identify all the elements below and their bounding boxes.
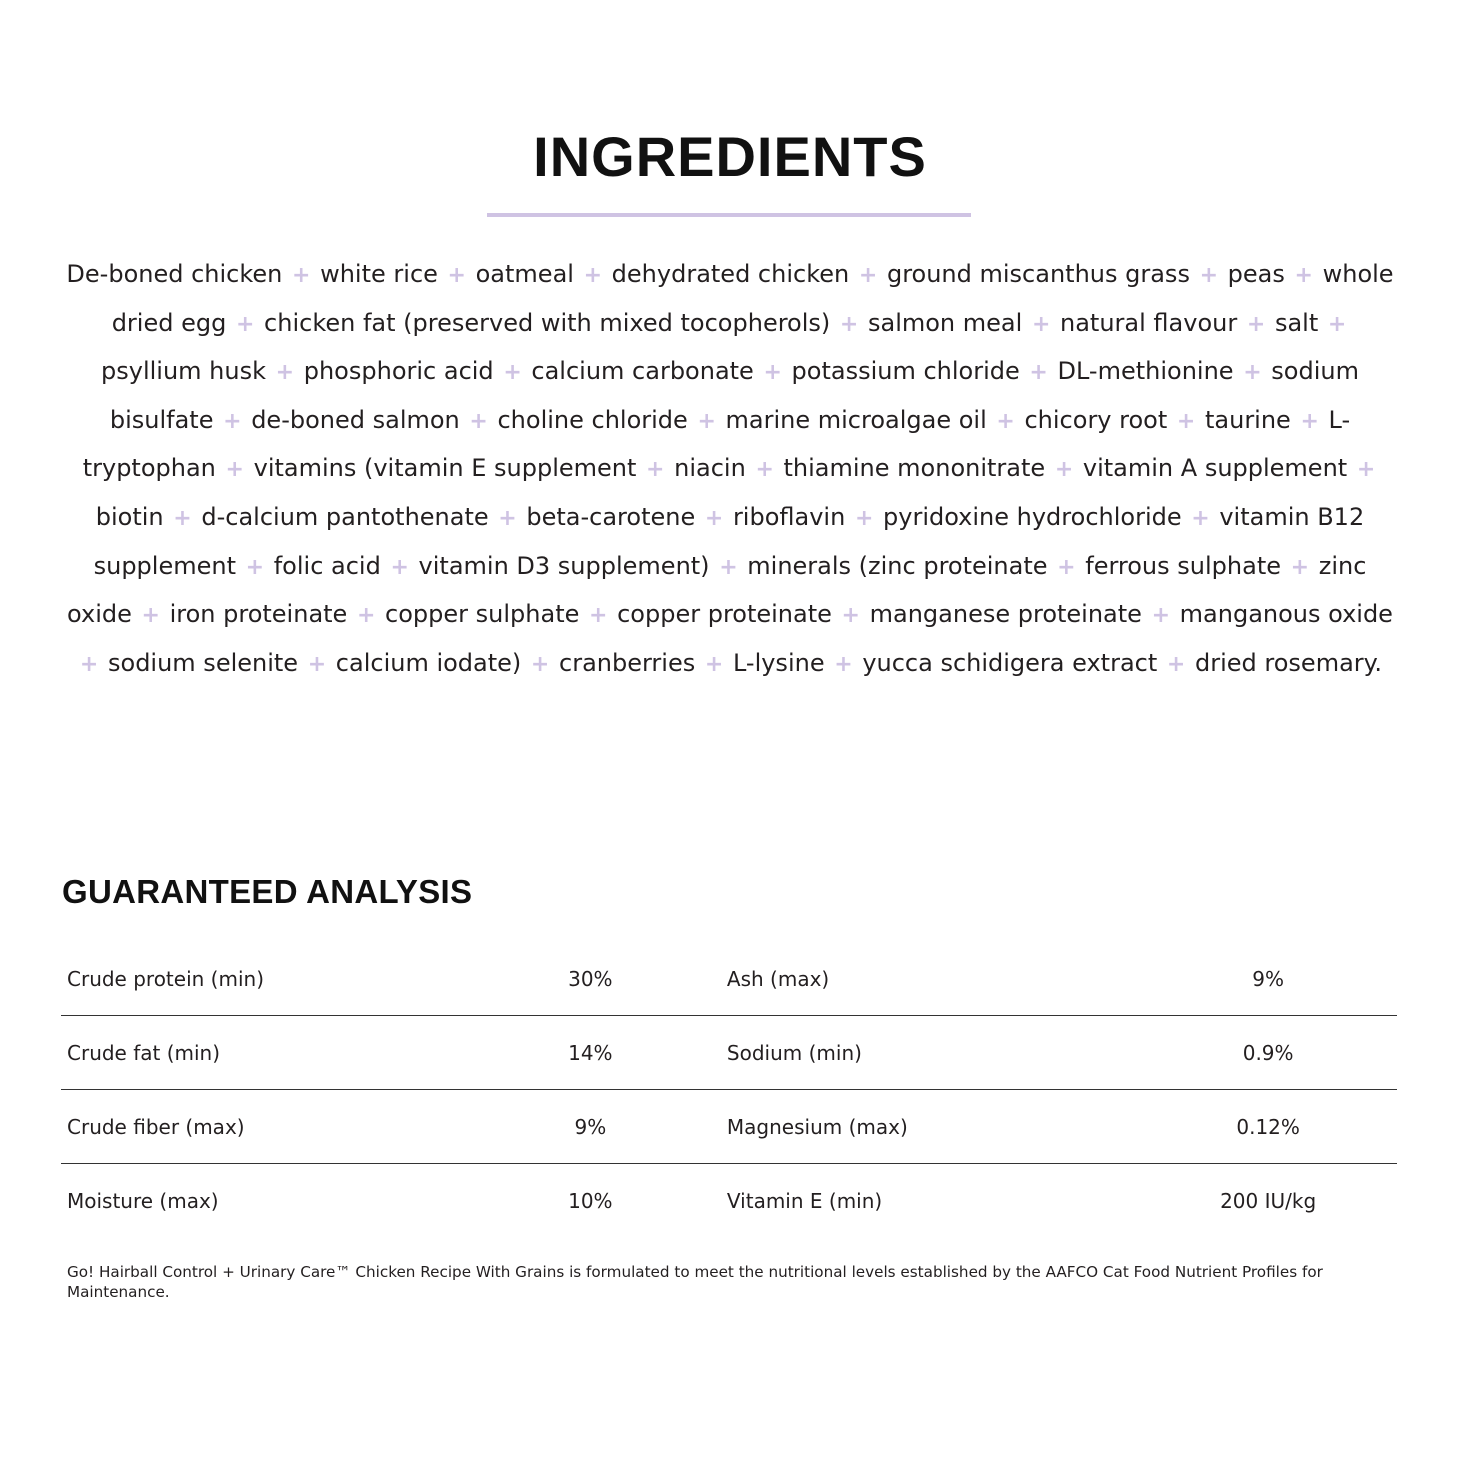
plus-separator-icon: + xyxy=(356,603,376,629)
ingredient-item: de-boned salmon xyxy=(251,405,460,434)
plus-separator-icon: + xyxy=(498,505,517,531)
nutrient-value: 9% xyxy=(1252,966,1284,991)
plus-separator-icon: + xyxy=(1029,360,1048,386)
ingredient-item: chicory root xyxy=(1024,405,1168,434)
ingredient-item: dehydrated chicken xyxy=(611,260,850,288)
plus-separator-icon: + xyxy=(858,263,878,288)
ingredient-item: d-calcium pantothenate xyxy=(201,502,489,531)
nutrient-label: Vitamin E (min) xyxy=(726,1188,883,1213)
ingredient-item: taurine xyxy=(1204,405,1291,434)
ingredient-item: oatmeal xyxy=(475,260,574,288)
plus-separator-icon: + xyxy=(275,360,295,386)
plus-separator-icon: + xyxy=(225,457,244,483)
ingredient-item: biotin xyxy=(95,502,164,531)
plus-separator-icon: + xyxy=(589,603,608,629)
title-underline xyxy=(487,213,971,217)
nutrient-value: 200 IU/kg xyxy=(1220,1188,1317,1213)
ingredient-item: sodium selenite xyxy=(108,648,299,677)
plus-separator-icon: + xyxy=(719,554,738,580)
plus-separator-icon: + xyxy=(390,554,409,580)
plus-separator-icon: + xyxy=(503,360,522,386)
plus-separator-icon: + xyxy=(996,408,1015,434)
ingredient-item: chicken fat (preserved with mixed tocopherols) xyxy=(264,308,831,337)
plus-separator-icon: + xyxy=(704,505,724,531)
plus-separator-icon: + xyxy=(1054,457,1074,483)
analysis-row xyxy=(61,1164,1397,1238)
plus-separator-icon: + xyxy=(141,603,160,629)
ingredient-item: calcium carbonate xyxy=(531,357,754,386)
ingredient-item: DL-methionine xyxy=(1057,357,1234,386)
nutrient-value: 14% xyxy=(568,1040,613,1065)
ingredient-item: white rice xyxy=(320,260,438,288)
ingredient-item: pyridoxine hydrochloride xyxy=(883,502,1182,531)
plus-separator-icon: + xyxy=(530,651,550,677)
nutrient-label: Crude fiber (max) xyxy=(67,1114,245,1139)
ingredient-item: ground miscanthus grass xyxy=(886,260,1190,288)
plus-separator-icon: + xyxy=(854,505,874,531)
ingredient-item: natural flavour xyxy=(1060,308,1238,337)
ingredient-item: potassium chloride xyxy=(791,357,1020,386)
plus-separator-icon: + xyxy=(834,651,853,677)
ingredient-item: sodium bisulfate xyxy=(109,357,1359,434)
nutrient-label: Moisture (max) xyxy=(67,1188,219,1213)
nutrient-value: 10% xyxy=(568,1188,613,1213)
ingredient-item: minerals (zinc proteinate xyxy=(747,551,1048,580)
ingredient-list xyxy=(62,251,1398,688)
ingredient-item: psyllium husk xyxy=(101,357,267,386)
plus-separator-icon: + xyxy=(1166,651,1186,677)
plus-separator-icon: + xyxy=(79,651,99,677)
guaranteed-analysis-title: GUARANTEED ANALYSIS xyxy=(62,873,473,910)
nutrient-label: Crude fat (min) xyxy=(67,1040,221,1065)
ingredient-item: vitamin D3 supplement) xyxy=(418,551,710,580)
plus-separator-icon: + xyxy=(1176,408,1196,434)
plus-separator-icon: + xyxy=(755,457,774,483)
ingredient-item: thiamine mononitrate xyxy=(783,454,1046,483)
analysis-row xyxy=(61,942,1397,1016)
ingredient-item: phosphoric acid xyxy=(303,357,494,386)
plus-separator-icon: + xyxy=(469,408,488,434)
ingredient-item: choline chloride xyxy=(497,405,688,434)
ingredient-item: yucca schidigera extract xyxy=(862,648,1158,677)
plus-separator-icon: + xyxy=(1294,263,1313,288)
nutrient-value: 0.9% xyxy=(1242,1040,1294,1065)
plus-separator-icon: + xyxy=(1243,360,1262,386)
plus-separator-icon: + xyxy=(173,505,192,531)
ingredient-item: niacin xyxy=(674,454,746,483)
nutrient-value: 9% xyxy=(574,1114,607,1139)
plus-separator-icon: + xyxy=(245,554,265,580)
ingredient-item: calcium iodate) xyxy=(335,648,522,677)
plus-separator-icon: + xyxy=(763,360,782,386)
ingredient-item: ferrous sulphate xyxy=(1085,551,1281,580)
ingredient-item: riboflavin xyxy=(732,502,846,531)
analysis-row xyxy=(61,1090,1397,1164)
ingredients-title: INGREDIENTS xyxy=(533,125,927,188)
plus-separator-icon: + xyxy=(1031,311,1051,337)
plus-separator-icon: + xyxy=(447,263,466,288)
analysis-row xyxy=(61,1016,1397,1090)
ingredient-item: cranberries xyxy=(559,648,696,677)
plus-separator-icon: + xyxy=(839,311,859,337)
plus-separator-icon: + xyxy=(841,603,860,629)
plus-separator-icon: + xyxy=(697,408,716,434)
ingredient-item: beta-carotene xyxy=(526,502,696,531)
ingredient-item: vitamin A supplement xyxy=(1082,454,1348,483)
plus-separator-icon: + xyxy=(292,263,311,288)
plus-separator-icon: + xyxy=(1199,263,1219,288)
ingredient-item: L-lysine xyxy=(732,648,825,677)
ingredient-item: folic acid xyxy=(273,551,381,580)
plus-separator-icon: + xyxy=(583,263,603,288)
nutrient-value: 0.12% xyxy=(1236,1114,1300,1139)
plus-separator-icon: + xyxy=(1290,554,1310,580)
ingredient-item: L-tryptophan xyxy=(82,405,1351,483)
plus-separator-icon: + xyxy=(307,651,327,677)
plus-separator-icon: + xyxy=(1151,603,1171,629)
ingredient-item: zinc oxide xyxy=(67,551,1367,629)
ingredient-item: iron proteinate xyxy=(169,600,348,629)
ingredient-item: copper proteinate xyxy=(617,600,832,629)
nutrient-label: Magnesium (max) xyxy=(726,1114,908,1139)
plus-separator-icon: + xyxy=(1246,311,1266,337)
ingredient-item: vitamin B12 supplement xyxy=(93,502,1365,580)
ingredient-item: marine microalgae oil xyxy=(725,405,987,434)
ingredient-item: manganous oxide xyxy=(1179,600,1393,629)
ingredient-item: salt xyxy=(1274,308,1319,337)
plus-separator-icon: + xyxy=(704,651,724,677)
ingredient-item: dried rosemary. xyxy=(1195,648,1383,677)
aafco-statement: Go! Hairball Control + Urinary Care™ Chicken Recipe With Grains is formulated to meet the nutritional levels established by the AAFCO Cat Food Nutrient Profiles for Maintenance. xyxy=(67,1263,1323,1301)
plus-separator-icon: + xyxy=(223,408,242,434)
guaranteed-analysis-table xyxy=(61,942,1397,1237)
ingredient-item: manganese proteinate xyxy=(869,600,1142,629)
plus-separator-icon: + xyxy=(646,457,665,483)
ingredient-item: peas xyxy=(1227,260,1285,288)
nutrient-label: Sodium (min) xyxy=(726,1040,862,1065)
ingredient-item: whole dried egg xyxy=(111,260,1394,337)
nutrient-value: 30% xyxy=(568,966,613,991)
nutrient-label: Crude protein (min) xyxy=(67,966,264,991)
nutrient-label: Ash (max) xyxy=(726,966,830,991)
ingredient-item: copper sulphate xyxy=(385,600,580,629)
ingredient-item: De-boned chicken xyxy=(66,260,283,288)
plus-separator-icon: + xyxy=(1300,408,1319,434)
plus-separator-icon: + xyxy=(1356,457,1376,483)
plus-separator-icon: + xyxy=(1191,505,1210,531)
plus-separator-icon: + xyxy=(1327,311,1347,337)
ingredient-item: salmon meal xyxy=(867,308,1023,337)
plus-separator-icon: + xyxy=(235,311,255,337)
plus-separator-icon: + xyxy=(1057,554,1076,580)
ingredient-item: vitamins (vitamin E supplement xyxy=(253,454,637,483)
